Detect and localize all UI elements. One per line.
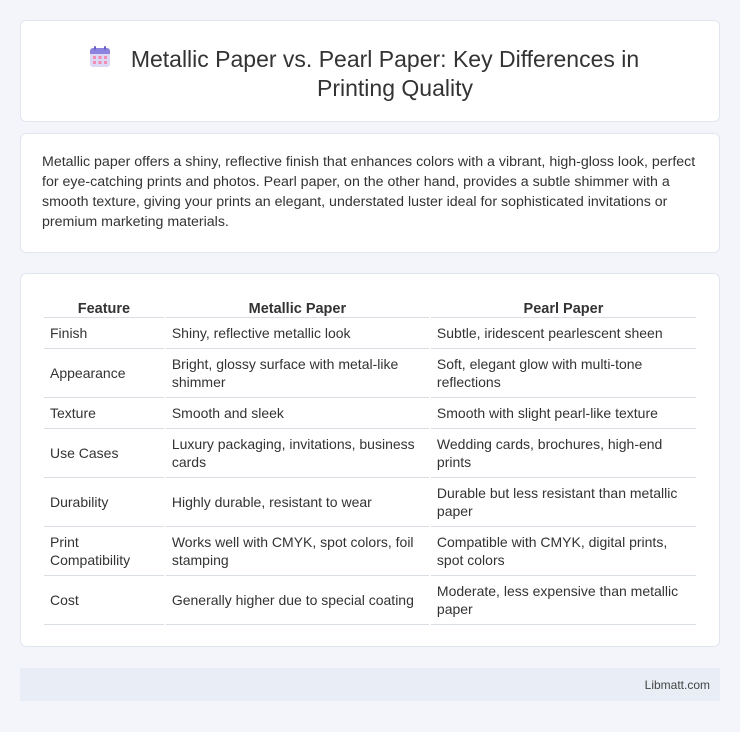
metallic-cell: Smooth and sleek: [166, 398, 429, 429]
pearl-cell: Compatible with CMYK, digital prints, spot colors: [431, 527, 696, 576]
intro-card: [20, 133, 720, 253]
feature-cell: Print Compatibility: [44, 527, 164, 576]
pearl-cell: Wedding cards, brochures, high-end prints: [431, 429, 696, 478]
table-row: [44, 349, 696, 398]
table-row: [44, 398, 696, 429]
column-header: Pearl Paper: [431, 296, 696, 318]
feature-cell: Appearance: [44, 349, 164, 398]
feature-cell: Finish: [44, 318, 164, 349]
pearl-cell: Smooth with slight pearl-like texture: [431, 398, 696, 429]
metallic-cell: Luxury packaging, invitations, business cards: [166, 429, 429, 478]
table-row: [44, 527, 696, 576]
table-row: [44, 318, 696, 349]
table-header-row: [44, 296, 696, 318]
comparison-table: [42, 296, 698, 625]
comparison-card: [20, 273, 720, 647]
column-header: Feature: [44, 296, 164, 318]
footer-brand-link[interactable]: Libmatt.com: [644, 678, 710, 692]
metallic-cell: Generally higher due to special coating: [166, 576, 429, 625]
table-row: [44, 576, 696, 625]
pearl-cell: Durable but less resistant than metallic paper: [431, 478, 696, 527]
page-title: Metallic Paper vs. Pearl Paper: Key Differences in Printing Quality: [130, 46, 640, 101]
footer: [20, 668, 720, 701]
feature-cell: Texture: [44, 398, 164, 429]
metallic-cell: Bright, glossy surface with metal-like shimmer: [166, 349, 429, 398]
table-row: [44, 429, 696, 478]
metallic-cell: Works well with CMYK, spot colors, foil stamping: [166, 527, 429, 576]
title-card: [20, 20, 720, 122]
feature-cell: Cost: [44, 576, 164, 625]
feature-cell: Durability: [44, 478, 164, 527]
metallic-cell: Highly durable, resistant to wear: [166, 478, 429, 527]
intro-paragraph: Metallic paper offers a shiny, reflective finish that enhances colors with a vibrant, high-gloss look, perfect for eye-catching prints and photos. Pearl paper, on the other hand, provides a subtle shimmer with a smooth texture, giving your prints an elegant, understated luster ideal for sophisticated invitations or premium marketing materials.: [42, 154, 696, 230]
feature-cell: Use Cases: [44, 429, 164, 478]
pearl-cell: Subtle, iridescent pearlescent sheen: [431, 318, 696, 349]
pearl-cell: Soft, elegant glow with multi-tone reflections: [431, 349, 696, 398]
table-row: [44, 478, 696, 527]
column-header: Metallic Paper: [166, 296, 429, 318]
pearl-cell: Moderate, less expensive than metallic paper: [431, 576, 696, 625]
metallic-cell: Shiny, reflective metallic look: [166, 318, 429, 349]
